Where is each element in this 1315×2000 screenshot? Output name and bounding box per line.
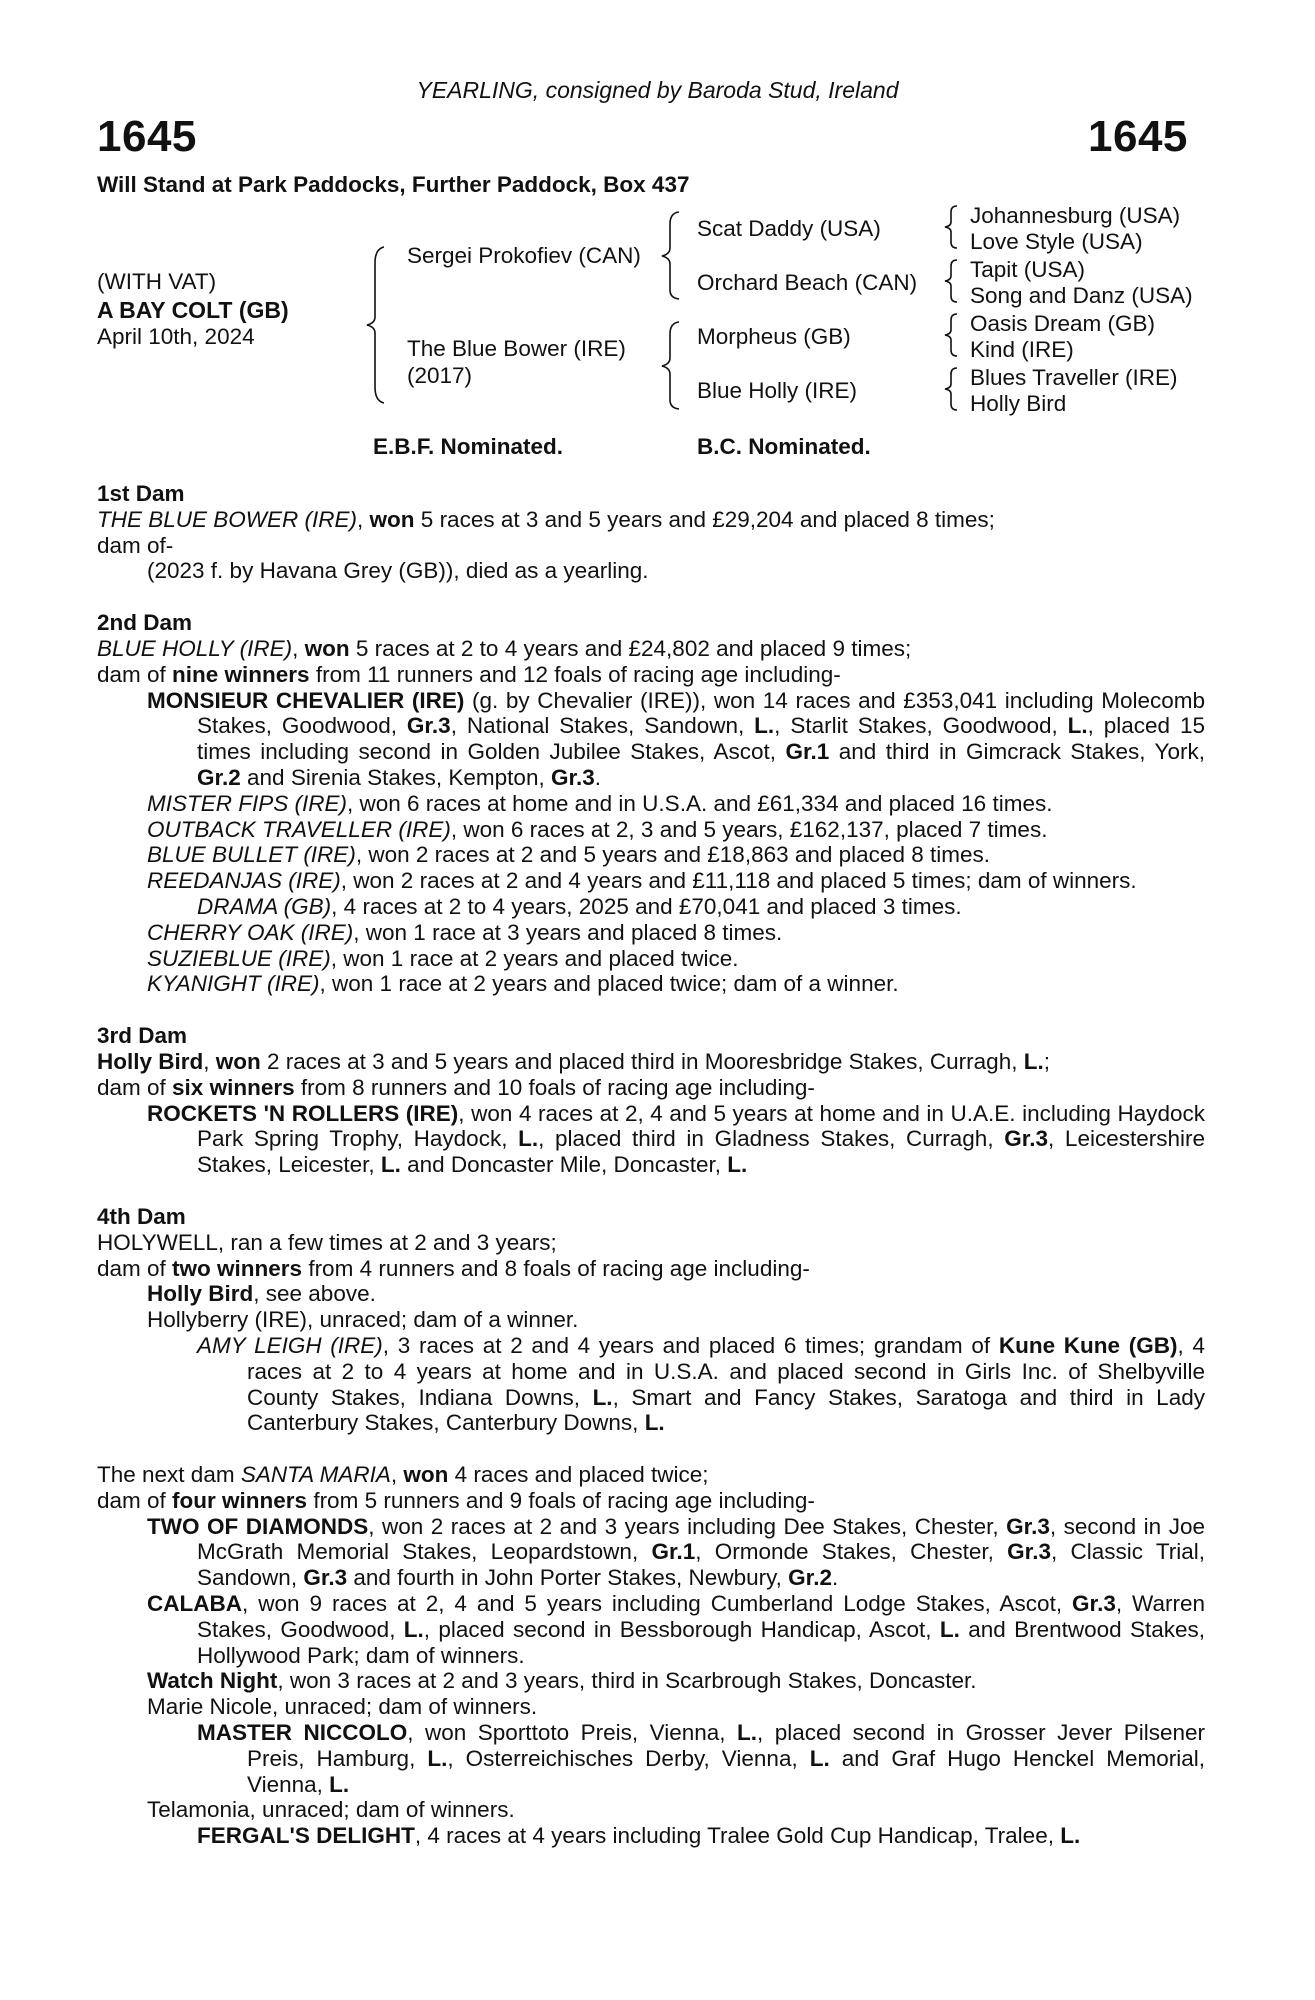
- td-t2: , second in Joe McGrath Memorial Stakes, Leopardstown,: [197, 1513, 1205, 1565]
- pedigree-g6: Kind (IRE): [970, 337, 1074, 362]
- next-dam-winners: four winners: [172, 1487, 308, 1513]
- next-dam-damof-a: dam of: [97, 1487, 173, 1513]
- fourth-dam-damof-a: dam of: [97, 1255, 173, 1281]
- next-dam-t2: ,: [390, 1462, 404, 1488]
- third-dam-damof-a: dam of: [97, 1074, 173, 1100]
- mc-t4: , placed 15 times including second in Golden Jubilee Stakes, Ascot,: [197, 713, 1205, 765]
- kyanight-text: , won 1 race at 2 years and placed twice; dam of a winner.: [319, 971, 899, 997]
- next-dam-t3: 4 races and placed twice;: [448, 1462, 709, 1488]
- cherry-oak-text: , won 1 race at 3 years and placed 8 times.: [353, 919, 783, 945]
- pedigree-dam-dam: Blue Holly (IRE): [697, 378, 858, 403]
- pedigree-sire-sire: Scat Daddy (USA): [697, 216, 881, 241]
- bc-nominated: B.C. Nominated.: [697, 434, 871, 459]
- mister-fips-text: , won 6 races at home and in U.S.A. and £61,334 and placed 16 times.: [347, 790, 1053, 816]
- mc-l2: L.: [1067, 713, 1088, 739]
- progeny-master-niccolo: [197, 1720, 1205, 1797]
- pedigree-dam-sire: Morpheus (GB): [697, 324, 851, 349]
- pedigree-brace-g2: [947, 258, 967, 304]
- third-dam-record: [97, 1049, 1205, 1075]
- next-dam-name: SANTA MARIA: [240, 1462, 391, 1488]
- mni-t1: , won Sporttoto Preis, Vienna,: [407, 1720, 738, 1746]
- td-t4: , Classic Trial, Sandown,: [197, 1539, 1205, 1591]
- mc-t2: , National Stakes, Sandown,: [450, 713, 755, 739]
- td-t6: .: [831, 1565, 839, 1591]
- second-dam-won: won: [304, 635, 350, 661]
- td-g3: Gr.3: [1007, 1539, 1051, 1565]
- progeny-two-of-diamonds: [147, 1514, 1205, 1591]
- first-dam-heading: 1st Dam: [97, 481, 185, 506]
- third-dam-t1: ,: [203, 1048, 216, 1074]
- mister-fips-name: MISTER FIPS (IRE): [147, 790, 348, 816]
- consignment-line: YEARLING, consigned by Baroda Stud, Ireland: [416, 77, 899, 103]
- fd-l1: L.: [1060, 1823, 1081, 1849]
- reedanjas-text: , won 2 races at 2 and 4 years and £11,118 and placed 5 times; dam of winners.: [340, 868, 1137, 894]
- two-of-diamonds-name: TWO OF DIAMONDS: [147, 1513, 369, 1539]
- mc-l1: L.: [754, 713, 775, 739]
- td-t3: , Ormonde Stakes, Chester,: [695, 1539, 1008, 1565]
- blue-bullet-text: , won 2 races at 2 and 5 years and £18,863 and placed 8 times.: [355, 842, 990, 868]
- ebf-nominated: E.B.F. Nominated.: [373, 434, 564, 459]
- pedigree-brace-g1: [947, 204, 967, 250]
- foaling-date: April 10th, 2024: [97, 324, 255, 349]
- mni-t2: , placed second in Grosser Jever Pilsener Preis, Hamburg,: [247, 1720, 1205, 1771]
- suzieblue-text: , won 1 race at 2 years and placed twice.: [330, 945, 739, 971]
- al-l2: L.: [644, 1410, 665, 1436]
- al-t2: , 4 races at 2 to 4 years at home and in U.S.A. and placed second in Girls Inc. of Shelbyville County Stakes, Indiana Downs,: [247, 1332, 1205, 1410]
- next-dam-won: won: [403, 1462, 449, 1488]
- next-dam-record: [97, 1462, 1205, 1488]
- progeny-watch-night: [147, 1668, 1205, 1694]
- mc-g1: Gr.3: [406, 713, 451, 739]
- td-t5: and fourth in John Porter Stakes, Newbury,: [347, 1565, 789, 1591]
- mc-t6: and Sirenia Stakes, Kempton,: [240, 764, 551, 790]
- progeny-holly-bird: [147, 1281, 1205, 1307]
- rr-l1: L.: [518, 1126, 539, 1152]
- mni-l2: L.: [427, 1745, 448, 1771]
- lot-number-left: 1645: [97, 112, 197, 161]
- second-dam-record: BLUE HOLLY (IRE), won 5 races at 2 to 4 years and £24,802 and placed 9 times;: [97, 635, 912, 661]
- fourth-dam-record: HOLYWELL, ran a few times at 2 and 3 years;: [97, 1229, 557, 1255]
- pedigree-sire-dam: Orchard Beach (CAN): [697, 270, 918, 295]
- progeny-amy-leigh: [197, 1333, 1205, 1436]
- pedigree-brace-g4: [947, 366, 967, 412]
- rr-l3: L.: [727, 1152, 748, 1178]
- horse-name: A BAY COLT (GB): [97, 297, 289, 323]
- kune-kune-name: Kune Kune (GB): [998, 1332, 1178, 1358]
- next-dam-t1: The next dam: [97, 1462, 241, 1488]
- ca-t1: , won 9 races at 2, 4 and 5 years including Cumberland Lodge Stakes, Ascot,: [242, 1591, 1073, 1617]
- ca-g1: Gr.3: [1072, 1591, 1116, 1617]
- progeny-fergals-delight: [197, 1823, 1205, 1849]
- al-t1: , 3 races at 2 and 4 years and placed 6 times; grandam of: [382, 1332, 999, 1358]
- mc-t1: (g. by Chevalier (IRE)), won 14 races and £353,041 including Molecomb Stakes, Goodwood,: [197, 687, 1206, 739]
- first-dam-record: THE BLUE BOWER (IRE), won 5 races at 3 and 5 years and £29,204 and placed 8 times;: [97, 506, 995, 532]
- drama-text: , 4 races at 2 to 4 years, 2025 and £70,041 and placed 3 times.: [331, 893, 962, 919]
- progeny-marie-nicole: Marie Nicole, unraced; dam of winners.: [147, 1694, 538, 1720]
- td-g1: Gr.3: [1006, 1513, 1050, 1539]
- mc-g4: Gr.3: [550, 764, 595, 790]
- first-dam-won: won: [369, 506, 415, 532]
- second-dam-record-text: 5 races at 2 to 4 years and £24,802 and placed 9 times;: [349, 635, 912, 661]
- second-dam-heading: 2nd Dam: [97, 610, 193, 636]
- progeny-blue-bullet: [147, 842, 1205, 868]
- progeny-mister-fips: [147, 791, 1205, 817]
- third-dam-heading: 3rd Dam: [97, 1023, 188, 1049]
- outback-traveller-text: , won 6 races at 2, 3 and 5 years, £162,137, placed 7 times.: [450, 816, 1048, 842]
- second-dam-damof-c: from 11 runners and 12 foals of racing age including-: [309, 661, 841, 687]
- second-dam-winners: nine winners: [172, 661, 310, 687]
- pedigree-brace-main: [372, 245, 402, 405]
- next-dam-damof-c: from 5 runners and 9 foals of racing age including-: [307, 1487, 815, 1513]
- pedigree-brace-sire: [667, 210, 697, 300]
- pedigree-g2: Love Style (USA): [970, 229, 1143, 254]
- fourth-dam-damof: [97, 1256, 1205, 1282]
- progeny-reedanjas: [147, 868, 1205, 894]
- ca-t4: and Brentwood Stakes, Hollywood Park; dam of winners.: [197, 1616, 1205, 1668]
- reedanjas-name: REEDANJAS (IRE): [147, 868, 341, 894]
- progeny-drama: [197, 894, 1205, 920]
- third-dam-t3: ;: [1043, 1048, 1050, 1074]
- progeny-suzieblue: [147, 946, 1205, 972]
- progeny-cherry-oak: [147, 920, 1205, 946]
- first-dam-damof: dam of-: [97, 532, 174, 558]
- fergals-delight-name: FERGAL'S DELIGHT: [197, 1823, 415, 1849]
- mc-g3: Gr.2: [197, 764, 241, 790]
- ca-t3: , placed second in Bessborough Handicap, Ascot,: [423, 1616, 940, 1642]
- amy-leigh-name: AMY LEIGH (IRE): [197, 1332, 383, 1358]
- calaba-name: CALABA: [147, 1591, 242, 1617]
- al-t3: , Smart and Fancy Stakes, Saratoga and third in Lady Canterbury Stakes, Canterbury Downs,: [247, 1384, 1205, 1436]
- mni-t4: and Graf Hugo Henckel Memorial, Vienna,: [247, 1745, 1205, 1797]
- td-g5: Gr.2: [788, 1565, 832, 1591]
- third-dam-winners: six winners: [172, 1074, 295, 1100]
- third-dam-name: Holly Bird: [97, 1048, 204, 1074]
- suzieblue-name: SUZIEBLUE (IRE): [147, 945, 331, 971]
- ca-t2: , Warren Stakes, Goodwood,: [197, 1591, 1205, 1642]
- ca-l2: L.: [939, 1616, 960, 1642]
- next-dam-damof: [97, 1488, 1205, 1514]
- watch-night-name: Watch Night: [147, 1668, 278, 1694]
- master-niccolo-name: MASTER NICCOLO: [197, 1720, 408, 1746]
- holly-bird-name: Holly Bird: [147, 1281, 254, 1307]
- holly-bird-text: , see above.: [253, 1281, 376, 1307]
- pedigree-g4: Song and Danz (USA): [970, 283, 1193, 308]
- progeny-outback-traveller: [147, 817, 1205, 843]
- monsieur-chevalier-name: MONSIEUR CHEVALIER (IRE): [147, 687, 465, 713]
- pedigree-brace-g3: [947, 312, 967, 358]
- td-t1: , won 2 races at 2 and 3 years including Dee Stakes, Chester,: [368, 1513, 1007, 1539]
- td-g2: Gr.1: [651, 1539, 696, 1565]
- first-dam-name: THE BLUE BOWER (IRE): [97, 506, 358, 532]
- rockets-n-rollers-name: ROCKETS 'N ROLLERS (IRE): [147, 1100, 459, 1126]
- first-dam-produce: (2023 f. by Havana Grey (GB)), died as a yearling.: [147, 558, 649, 584]
- ca-l1: L.: [403, 1616, 424, 1642]
- second-dam-name: BLUE HOLLY (IRE): [97, 635, 293, 661]
- watch-night-text: , won 3 races at 2 and 3 years, third in Scarbrough Stakes, Doncaster.: [277, 1668, 977, 1694]
- second-dam-damof-a: dam of: [97, 661, 173, 687]
- pedigree-dam: The Blue Bower (IRE): [407, 336, 626, 361]
- kyanight-name: KYANIGHT (IRE): [147, 971, 320, 997]
- rr-t4: and Doncaster Mile, Doncaster,: [400, 1152, 728, 1178]
- pedigree-g8: Holly Bird: [970, 391, 1067, 416]
- mc-t5: and third in Gimcrack Stakes, York,: [829, 739, 1205, 765]
- pedigree-dam-year: (2017): [407, 363, 473, 388]
- outback-traveller-name: OUTBACK TRAVELLER (IRE): [147, 816, 451, 842]
- third-dam-damof-c: from 8 runners and 10 foals of racing age including-: [294, 1074, 815, 1100]
- progeny-kyanight: [147, 971, 1205, 997]
- pedigree-sire: Sergei Prokofiev (CAN): [407, 243, 641, 268]
- mc-t7: .: [594, 764, 602, 790]
- td-g4: Gr.3: [303, 1565, 348, 1591]
- fourth-dam-damof-c: from 4 runners and 8 foals of racing age including-: [302, 1255, 810, 1281]
- mni-l3: L.: [809, 1745, 830, 1771]
- blue-bullet-name: BLUE BULLET (IRE): [147, 842, 356, 868]
- fourth-dam-winners: two winners: [172, 1255, 303, 1281]
- rr-t3: , Leicestershire Stakes, Leicester,: [197, 1126, 1205, 1178]
- progeny-hollyberry: Hollyberry (IRE), unraced; dam of a winner.: [147, 1307, 579, 1333]
- mc-g2: Gr.1: [785, 739, 830, 765]
- first-dam-record-text: 5 races at 3 and 5 years and £29,204 and placed 8 times;: [414, 506, 995, 532]
- mc-t3: , Starlit Stakes, Goodwood,: [774, 713, 1068, 739]
- third-dam-t2: 2 races at 3 and 5 years and placed third in Mooresbridge Stakes, Curragh,: [260, 1048, 1024, 1074]
- pedigree-g1: Johannesburg (USA): [970, 203, 1181, 228]
- al-l1: L.: [592, 1384, 613, 1410]
- progeny-rockets-n-rollers: [147, 1101, 1205, 1178]
- mni-l1: L.: [737, 1720, 758, 1746]
- third-dam-damof: [97, 1075, 1205, 1101]
- third-dam-won: won: [215, 1048, 261, 1074]
- drama-name: DRAMA (GB): [197, 893, 332, 919]
- rr-g1: Gr.3: [1004, 1126, 1049, 1152]
- second-dam-damof: [97, 662, 1205, 688]
- progeny-telamonia: Telamonia, unraced; dam of winners.: [147, 1797, 515, 1823]
- pedigree-brace-dam: [667, 320, 697, 410]
- stand-location: Will Stand at Park Paddocks, Further Paddock, Box 437: [97, 172, 690, 197]
- third-dam-l1: L.: [1023, 1048, 1044, 1074]
- fd-t1: , 4 races at 4 years including Tralee Gold Cup Handicap, Tralee,: [414, 1823, 1061, 1849]
- pedigree-g7: Blues Traveller (IRE): [970, 365, 1178, 390]
- progeny-calaba: [147, 1591, 1205, 1668]
- fourth-dam-heading: 4th Dam: [97, 1203, 186, 1229]
- rr-t2: , placed third in Gladness Stakes, Curragh,: [538, 1126, 1005, 1152]
- rr-t1: , won 4 races at 2, 4 and 5 years at home and in U.A.E. including Haydock Park Spring Trophy, Haydock,: [197, 1100, 1205, 1152]
- catalogue-body: [97, 481, 1205, 1849]
- mni-l4: L.: [329, 1771, 350, 1797]
- mni-t3: , Osterreichisches Derby, Vienna,: [447, 1745, 810, 1771]
- vat-note: (WITH VAT): [97, 269, 217, 294]
- cherry-oak-name: CHERRY OAK (IRE): [147, 919, 354, 945]
- pedigree-g5: Oasis Dream (GB): [970, 311, 1156, 336]
- progeny-monsieur-chevalier: [147, 688, 1205, 791]
- rr-l2: L.: [380, 1152, 401, 1178]
- pedigree-g3: Tapit (USA): [970, 257, 1086, 282]
- lot-number-right: 1645: [1088, 112, 1188, 161]
